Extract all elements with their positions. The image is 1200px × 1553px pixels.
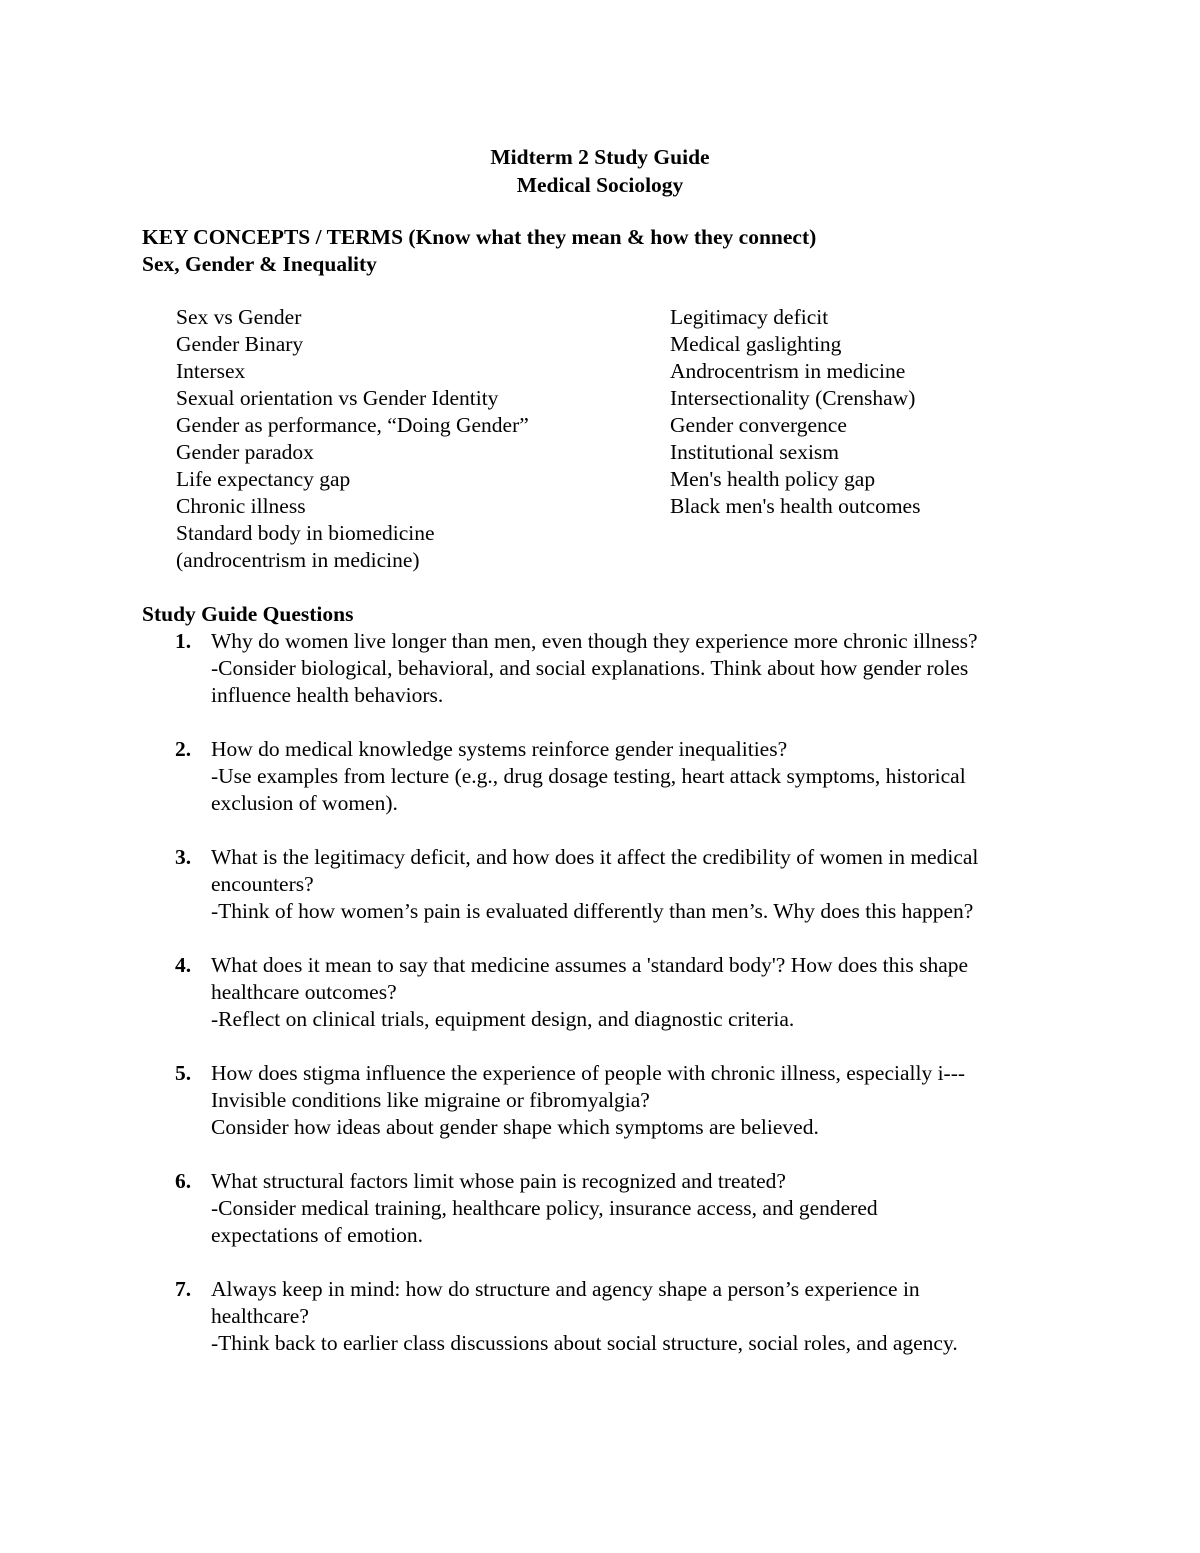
question-number: 3. [175,845,192,869]
question-line: Why do women live longer than men, even though they experience more chronic illness? [211,629,978,653]
document-title [0,143,1200,199]
question-line: What does it mean to say that medicine assumes a 'standard body'? How does this shape [211,953,969,977]
question-line: healthcare outcomes? [211,980,397,1004]
term-item: Sexual orientation vs Gender Identity [176,386,499,410]
question-item [142,736,1072,817]
term-item: Gender paradox [176,440,314,464]
question-item [142,1168,1072,1249]
term-item: Sex vs Gender [176,305,302,329]
question-line: -Reflect on clinical trials, equipment design, and diagnostic criteria. [211,1007,795,1031]
term-item: Black men's health outcomes [670,494,921,518]
question-number: 7. [175,1277,192,1301]
question-item [142,952,1072,1033]
question-line: influence health behaviors. [211,683,444,707]
question-line: encounters? [211,872,314,896]
question-line: How does stigma influence the experience of people with chronic illness, especially i--- [211,1061,966,1085]
term-item: Standard body in biomedicine [176,521,435,545]
term-item: Legitimacy deficit [670,305,829,329]
question-line: expectations of emotion. [211,1223,423,1247]
term-item: Gender Binary [176,332,304,356]
term-item: Life expectancy gap [176,467,351,491]
term-item: Institutional sexism [670,440,840,464]
term-item: (androcentrism in medicine) [176,548,420,572]
question-line: -Consider biological, behavioral, and social explanations. Think about how gender roles [211,656,969,680]
term-item: Androcentrism in medicine [670,359,906,383]
questions-list [142,628,1072,1384]
term-item: Chronic illness [176,494,306,518]
question-item [142,1276,1072,1357]
question-line: -Use examples from lecture (e.g., drug dosage testing, heart attack symptoms, historical [211,764,966,788]
question-number: 4. [175,953,192,977]
question-line: -Consider medical training, healthcare policy, insurance access, and gendered [211,1196,878,1220]
question-line: Always keep in mind: how do structure and agency shape a person’s experience in [211,1277,920,1301]
question-number: 6. [175,1169,192,1193]
question-line: -Think back to earlier class discussions about social structure, social roles, and agency. [211,1331,958,1355]
question-line: What is the legitimacy deficit, and how does it affect the credibility of women in medical [211,845,979,869]
term-item: Gender as performance, “Doing Gender” [176,413,529,437]
question-number: 5. [175,1061,192,1085]
question-item [142,844,1072,925]
term-item: Medical gaslighting [670,332,842,356]
questions-heading: Study Guide Questions [142,602,354,626]
question-number: 2. [175,737,192,761]
question-item [142,1060,1072,1141]
key-concepts-heading: KEY CONCEPTS / TERMS (Know what they mean & how they connect) [142,225,817,249]
title-line-1: Midterm 2 Study Guide [490,145,710,169]
question-line: exclusion of women). [211,791,398,815]
section-heading: Sex, Gender & Inequality [142,252,377,276]
terms-list-left [176,304,529,574]
title-line-2: Medical Sociology [516,173,684,197]
question-line: healthcare? [211,1304,309,1328]
question-item [142,628,1072,709]
question-line: Consider how ideas about gender shape which symptoms are believed. [211,1115,819,1139]
question-line: What structural factors limit whose pain is recognized and treated? [211,1169,786,1193]
terms-list-right [670,304,920,520]
term-item: Intersex [176,359,246,383]
term-item: Gender convergence [670,413,847,437]
question-line: How do medical knowledge systems reinforce gender inequalities? [211,737,788,761]
term-item: Men's health policy gap [670,467,876,491]
question-line: -Think of how women’s pain is evaluated differently than men’s. Why does this happen? [211,899,974,923]
question-number: 1. [175,629,192,653]
term-item: Intersectionality (Crenshaw) [670,386,916,410]
question-line: Invisible conditions like migraine or fibromyalgia? [211,1088,650,1112]
